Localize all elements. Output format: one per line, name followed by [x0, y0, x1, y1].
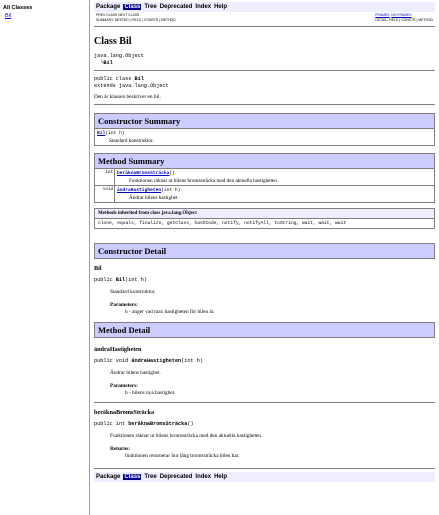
method-signature: [94, 358, 435, 365]
nav-tree[interactable]: Tree: [144, 474, 157, 480]
sig-name: Bil: [115, 277, 126, 283]
right-frame[interactable]: [90, 0, 439, 515]
top-subnav: [94, 12, 435, 23]
nav-class-current: Class: [124, 474, 141, 480]
nav-deprecated[interactable]: Deprecated: [159, 4, 193, 10]
method-link-andrahastigheten[interactable]: ändraHastigheten: [117, 188, 162, 193]
constructor-sig: (int h): [105, 131, 125, 136]
sig-modifier: public int: [94, 421, 129, 427]
top-navbar: [94, 2, 435, 12]
sig-modifier: public void: [94, 358, 132, 364]
method-sig: (int h): [161, 188, 181, 193]
constructor-summary-heading: Constructor Summary: [95, 114, 434, 129]
divider: [94, 104, 435, 105]
nav-index[interactable]: Index: [195, 4, 212, 10]
no-frames-link[interactable]: NO FRAMES: [391, 13, 412, 17]
hierarchy-parent: java.lang.Object: [94, 53, 144, 59]
sig-params: (int h): [125, 277, 147, 283]
inherited-heading: Methods inherited from class java.lang.Object: [95, 209, 434, 219]
decl-class-name: Bil: [134, 76, 144, 82]
returns-desc: funktionen returnerar hur lång bromssträcka bilen har.: [125, 453, 240, 459]
constructor-name: Bil: [94, 265, 102, 272]
sig-params: (int h): [181, 358, 203, 364]
parameters-label: Parameters:: [110, 383, 138, 389]
method-link-beraknabromsstracka[interactable]: beräknaBromsSträcka: [117, 171, 170, 176]
class-title: Class Bil: [94, 36, 132, 47]
left-frame: [0, 0, 90, 515]
content: [94, 0, 435, 482]
method-name: ändraHastigheten: [94, 346, 142, 353]
nav-help[interactable]: Help: [214, 474, 228, 480]
divider: [94, 70, 435, 71]
sig-name: beräknaBromsSträcka: [128, 421, 188, 427]
frames-link[interactable]: FRAMES: [375, 13, 390, 17]
constructor-detail-desc: Standard konstruktor.: [110, 289, 156, 295]
table-row: [95, 185, 434, 202]
constructor-desc: Standard konstruktor.: [109, 137, 154, 144]
return-type: int: [95, 169, 115, 185]
constructor-signature: [94, 277, 435, 284]
method-name: beräknaBromsSträcka: [94, 409, 155, 416]
returns-label: Returns:: [110, 446, 131, 452]
parameters-label: Parameters:: [110, 302, 138, 308]
method-signature: [94, 421, 435, 428]
nav-index[interactable]: Index: [195, 474, 212, 480]
inherited-methods-table: [94, 208, 435, 229]
prev-next-class: PREV CLASS NEXT CLASS: [96, 13, 140, 17]
method-detail-desc: Funktionen räknar ut bilens bromssträcka med den aktuella hastigheten.: [110, 433, 263, 439]
summary-links[interactable]: SUMMARY: NESTED | FIELD | CONSTR | METHOD: [96, 18, 176, 22]
decl-modifiers: public class: [94, 76, 135, 82]
inherited-methods-list[interactable]: clone, equals, finalize, getClass, hashCode, notify, notifyAll, toString, wait, wait, wait: [98, 221, 347, 226]
method-summary-heading: Method Summary: [95, 154, 434, 169]
sig-params: (): [187, 421, 194, 427]
nav-package[interactable]: Package: [96, 4, 121, 10]
method-detail-desc: Ändrar bilens hastighet.: [110, 370, 161, 376]
all-classes-heading: All Classes: [3, 5, 33, 11]
method-detail-heading: Method Detail: [95, 323, 434, 337]
class-hierarchy: java.lang.Object └Bil: [94, 53, 144, 66]
constructor-summary-table: [94, 113, 435, 146]
detail-links[interactable]: DETAIL: FIELD | CONSTR | METHOD: [375, 18, 433, 22]
table-row: [95, 169, 434, 185]
nav-deprecated[interactable]: Deprecated: [159, 474, 193, 480]
parameter-desc: h - anger vad max hastigheten för bilen är.: [125, 309, 215, 315]
method-summary-table: [94, 153, 435, 203]
method-desc: Ändrar bilens hastighet.: [129, 194, 179, 201]
bottom-navbar: [94, 472, 435, 482]
method-desc: Funktionen räknar ut bilens bromssträcka med den aktuella hastigheten.: [129, 177, 279, 184]
class-declaration: [94, 76, 435, 90]
parameter-desc: h - bilens nya hastighet.: [125, 390, 176, 396]
constructor-detail-heading: Constructor Detail: [95, 244, 434, 258]
nav-class-current: Class: [124, 4, 141, 10]
return-type: void: [95, 186, 115, 202]
divider: [94, 26, 435, 27]
nav-tree[interactable]: Tree: [144, 4, 157, 10]
class-description: Den är klassen beskriver en bil.: [94, 94, 161, 100]
nav-help[interactable]: Help: [214, 4, 228, 10]
decl-extends: extends java.lang.Object: [94, 83, 169, 89]
divider: [94, 468, 435, 469]
method-detail-header: [94, 322, 435, 338]
divider: [94, 402, 435, 403]
class-link-bil[interactable]: Bil: [5, 13, 12, 19]
constructor-detail-header: [94, 243, 435, 259]
sig-name: ändraHastigheten: [131, 358, 182, 364]
nav-package[interactable]: Package: [96, 474, 121, 480]
method-sig: (): [169, 171, 175, 176]
hierarchy-child: Bil: [103, 60, 113, 66]
sig-modifier: public: [94, 277, 116, 283]
constructor-link-bil[interactable]: Bil: [97, 131, 106, 136]
table-row: [95, 129, 434, 145]
